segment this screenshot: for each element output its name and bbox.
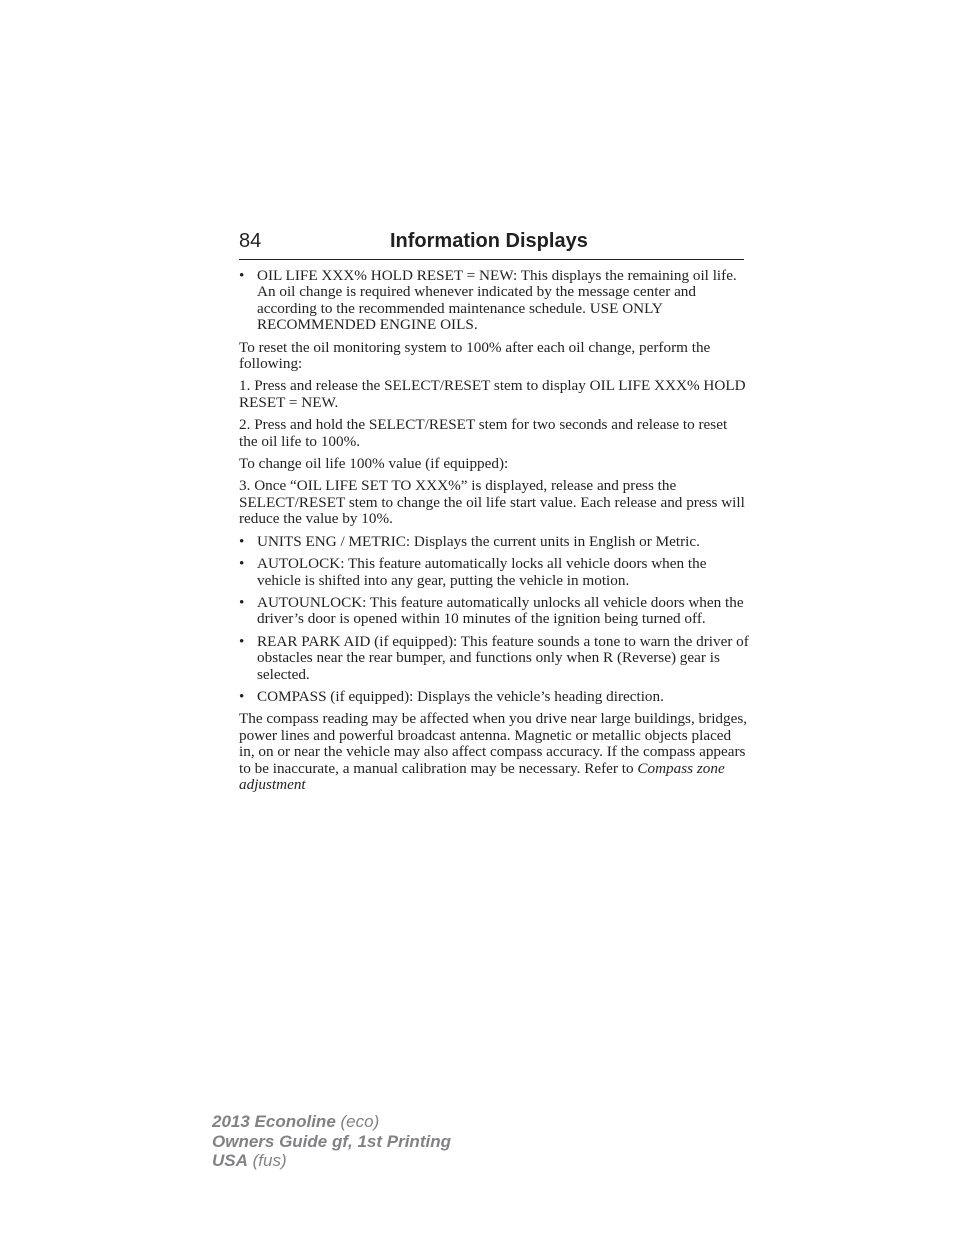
list-item: [239, 556, 749, 589]
paragraph: 1. Press and release the SELECT/RESET stem to display OIL LIFE XXX% HOLD RESET = NEW.: [239, 377, 746, 411]
bullet-dot: •: [239, 593, 245, 611]
paragraph: To change oil life 100% value (if equipped):: [239, 455, 509, 473]
footer-line: [212, 1112, 451, 1132]
list-item-text: AUTOLOCK: This feature automatically locks all vehicle doors when the vehicle is shifted into any gear, putting the vehicle in motion.: [257, 555, 707, 589]
paragraph-text: The compass reading may be affected when you drive near large buildings, bridges, power lines and powerful broadcast antenna. Magnetic or metallic objects placed in, on or near the vehicle may also affect compass accuracy. If the compass appears to be inaccurate, a manual calibration may be necessary. Refer to: [239, 710, 748, 777]
footer-market-code: (fus): [247, 1151, 287, 1170]
list-item: [239, 268, 749, 334]
bullet-dot: •: [239, 267, 245, 284]
list-item: [239, 689, 749, 705]
list-item-text: AUTOUNLOCK: This feature automatically unlocks all vehicle doors when the driver’s door is opened within 10 minutes of the ignition being turned off.: [257, 593, 744, 628]
bullet-dot: •: [239, 632, 245, 650]
footer-guide: Owners Guide gf, 1st Printing: [212, 1131, 451, 1151]
paragraph: To reset the oil monitoring system to 100% after each oil change, perform the following:: [239, 338, 711, 373]
list-item-text: COMPASS (if equipped): Displays the vehicle’s heading direction.: [257, 687, 664, 705]
bullet-dot: •: [239, 532, 245, 550]
page-number: 84: [239, 230, 262, 252]
list-item: [239, 534, 749, 550]
paragraph: 3. Once “OIL LIFE SET TO XXX%” is displayed, release and press the SELECT/RESET stem to change the oil life start value. Each release and press will reduce the value by 10%.: [239, 477, 745, 528]
footer-market: USA: [212, 1151, 248, 1170]
list-item: [239, 595, 749, 628]
paragraph: [239, 711, 749, 793]
bullet-dot: •: [239, 687, 245, 705]
list-item-text: OIL LIFE XXX% HOLD RESET = NEW: This displays the remaining oil life. An oil change is required whenever indicated by the message center and according to the recommended maintenance schedule. USE ONLY RECOMMENDED ENGINE OILS.: [257, 267, 737, 334]
list-item: [239, 634, 749, 683]
section-title: Information Displays: [390, 230, 588, 252]
list-item-text: UNITS ENG / METRIC: Displays the current units in English or Metric.: [257, 532, 700, 550]
footer-model: 2013 Econoline: [212, 1112, 336, 1131]
paragraph: 2. Press and hold the SELECT/RESET stem for two seconds and release to reset the oil life to 100%.: [239, 416, 728, 450]
list-item-text: REAR PARK AID (if equipped): This feature sounds a tone to warn the driver of obstacles near the rear bumper, and functions only when R (Reverse) gear is selected.: [257, 632, 749, 683]
footer-model-code: (eco): [335, 1112, 380, 1131]
page-footer: [212, 1112, 451, 1171]
page-content: [239, 268, 749, 799]
footer-line: [212, 1151, 451, 1171]
cross-reference-link[interactable]: Compass zone adjustment: [239, 759, 725, 793]
page-header: [239, 229, 744, 260]
bullet-dot: •: [239, 555, 245, 573]
